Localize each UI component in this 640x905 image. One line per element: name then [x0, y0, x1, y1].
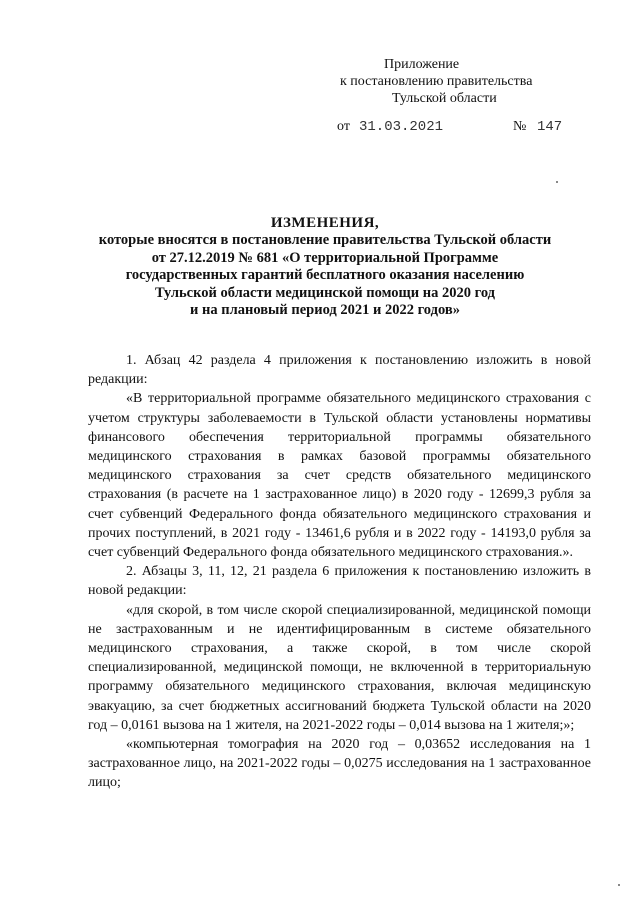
date-prefix: от: [337, 119, 350, 134]
heading-line: и на плановый период 2021 и 2022 годов»: [190, 302, 460, 319]
heading-title: ИЗМЕНЕНИЯ,: [270, 215, 380, 231]
heading-line: Тульской области медицинской помощи на 2020 год: [155, 284, 495, 301]
document-heading: [60, 215, 590, 319]
heading-line: государственных гарантий бесплатного оказания населению: [125, 267, 525, 284]
appendix-block: [340, 56, 580, 107]
paragraph: «компьютерная томография на 2020 год – 0,03652 исследования на 1 застрахованное лицо, на 2021-2022 годы – 0,0275 исследования на 1 застрахованное лицо;: [88, 737, 591, 791]
document-date: 31.03.2021: [359, 119, 444, 135]
appendix-line-2: к постановлению правительства: [340, 74, 533, 89]
scan-speck: [618, 884, 620, 886]
heading-line: от 27.12.2019 № 681 «О территориальной Программе: [151, 249, 499, 266]
paragraph: «для скорой, в том числе скорой специализированной, медицинской помощи не застрахованным и не идентифицированным в системе обязательного медицинского страхования, а также скорой, в том числе скорой специализированной, медицинской помощи, не включенной в территориальную программу обязательного медицинского страхования, включая медицинскую эвакуацию, за счет бюджетных ассигнований бюджета Тульской области на 2020 год – 0,0161 вызова на 1 жителя, на 2021-2022 годы – 0,014 вызова на 1 жителя;»;: [88, 602, 591, 733]
document-body: [88, 351, 591, 793]
heading-line: которые вносятся в постановление правительства Тульской области: [98, 232, 552, 249]
scan-speck: [556, 181, 558, 183]
appendix-line-1: Приложение: [384, 57, 460, 72]
paragraph: 1. Абзац 42 раздела 4 приложения к постановлению изложить в новой редакции:: [88, 353, 591, 388]
number-sign: №: [513, 119, 527, 134]
paragraph: 2. Абзацы 3, 11, 12, 21 раздела 6 приложения к постановлению изложить в новой редакции:: [88, 564, 591, 599]
appendix-line-3: Тульской области: [392, 91, 497, 106]
document-number: 147: [537, 119, 563, 135]
paragraph: «В территориальной программе обязательного медицинского страхования с учетом структуры заболеваемости в Тульской области установлены нормативы финансового обеспечения территориальной программы обязательного медицинского страхования в рамках базовой программы обязательного медицинского страхования за счет средств обязательного медицинского страхования (в расчете на 1 застрахованное лицо) в 2020 году - 12699,3 рубля за счет субвенций Федерального фонда обязательного медицинского страхования и прочих поступлений, в 2021 году - 13461,6 рубля и в 2022 году - 14193,0 рубля за счет субвенций Федерального фонда обязательного медицинского страхования.».: [88, 391, 591, 561]
